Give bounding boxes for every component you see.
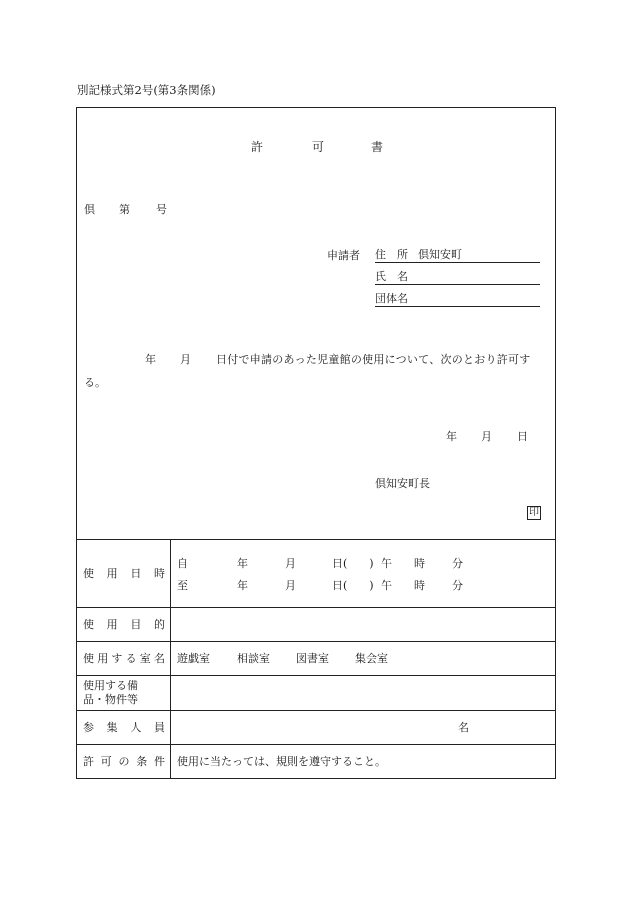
date-from-day: 日( ) xyxy=(332,557,374,570)
row-participants xyxy=(77,711,555,745)
seal-stamp: 印 xyxy=(529,507,539,518)
applicant-heading: 申請者 xyxy=(327,249,360,262)
permit-header-section xyxy=(77,108,555,540)
date-from-minute: 分 xyxy=(452,557,463,570)
room-consultation: 相談室 xyxy=(237,652,270,665)
title-char-1: 許 xyxy=(251,140,264,154)
date-from-month: 月 xyxy=(285,557,296,570)
row-conditions xyxy=(77,745,555,778)
applicant-name-line xyxy=(375,271,540,285)
row-rooms xyxy=(77,642,555,676)
issue-year: 年 xyxy=(446,430,457,443)
row-usage-purpose xyxy=(77,608,555,642)
label-participants: 参集人員 xyxy=(83,721,165,734)
label-equipment: 使用する備品・物件等 xyxy=(83,679,138,706)
applicant-address-line xyxy=(375,249,540,263)
row-equipment xyxy=(77,676,555,711)
date-from-year: 年 xyxy=(237,557,248,570)
body-text-line-1: 日付で申請のあった児童館の使用について、次のとおり許可す xyxy=(216,353,531,366)
conditions-value: 使用に当たっては、規則を遵守すること。 xyxy=(177,755,386,768)
address-label: 住 所 xyxy=(375,248,408,261)
doc-number-prefix: 倶 xyxy=(84,203,95,216)
doc-number-go: 号 xyxy=(156,203,167,216)
date-to-day: 日( ) xyxy=(332,579,374,592)
permit-form xyxy=(76,107,556,779)
room-playroom: 遊戯室 xyxy=(177,652,210,665)
issue-day: 日 xyxy=(517,430,528,443)
issue-month: 月 xyxy=(481,430,492,443)
name-label: 氏 名 xyxy=(375,270,408,283)
date-from-mark: 自 xyxy=(177,557,188,570)
row-usage-datetime xyxy=(77,540,555,608)
date-to-minute: 分 xyxy=(452,579,463,592)
date-to-hour: 時 xyxy=(414,579,425,592)
title-char-3: 書 xyxy=(371,140,384,154)
doc-number-dai: 第 xyxy=(119,203,130,216)
label-usage-purpose: 使用目的 xyxy=(83,618,165,631)
form-number-label: 別記様式第2号(第3条関係) xyxy=(77,83,216,97)
room-library: 図書室 xyxy=(296,652,329,665)
body-year: 年 xyxy=(145,353,156,366)
applicant-org-line xyxy=(375,293,540,307)
label-usage-datetime: 使用日時 xyxy=(83,567,165,580)
date-to-year: 年 xyxy=(237,579,248,592)
body-text-line-2: る。 xyxy=(84,376,106,389)
date-to-mark: 至 xyxy=(177,579,188,592)
org-label: 団体名 xyxy=(375,292,408,305)
label-rooms: 使用する室名 xyxy=(83,652,165,665)
issuer-name: 倶知安町長 xyxy=(375,477,430,490)
body-month: 月 xyxy=(180,353,191,366)
label-conditions: 許可の条件 xyxy=(83,755,165,768)
date-from-ampm: 午 xyxy=(381,557,392,570)
date-from-hour: 時 xyxy=(414,557,425,570)
participants-unit: 名 xyxy=(458,721,469,734)
date-to-month: 月 xyxy=(285,579,296,592)
room-meeting: 集会室 xyxy=(355,652,388,665)
address-value: 倶知安町 xyxy=(418,248,462,261)
title-char-2: 可 xyxy=(312,140,325,154)
date-to-ampm: 午 xyxy=(381,579,392,592)
